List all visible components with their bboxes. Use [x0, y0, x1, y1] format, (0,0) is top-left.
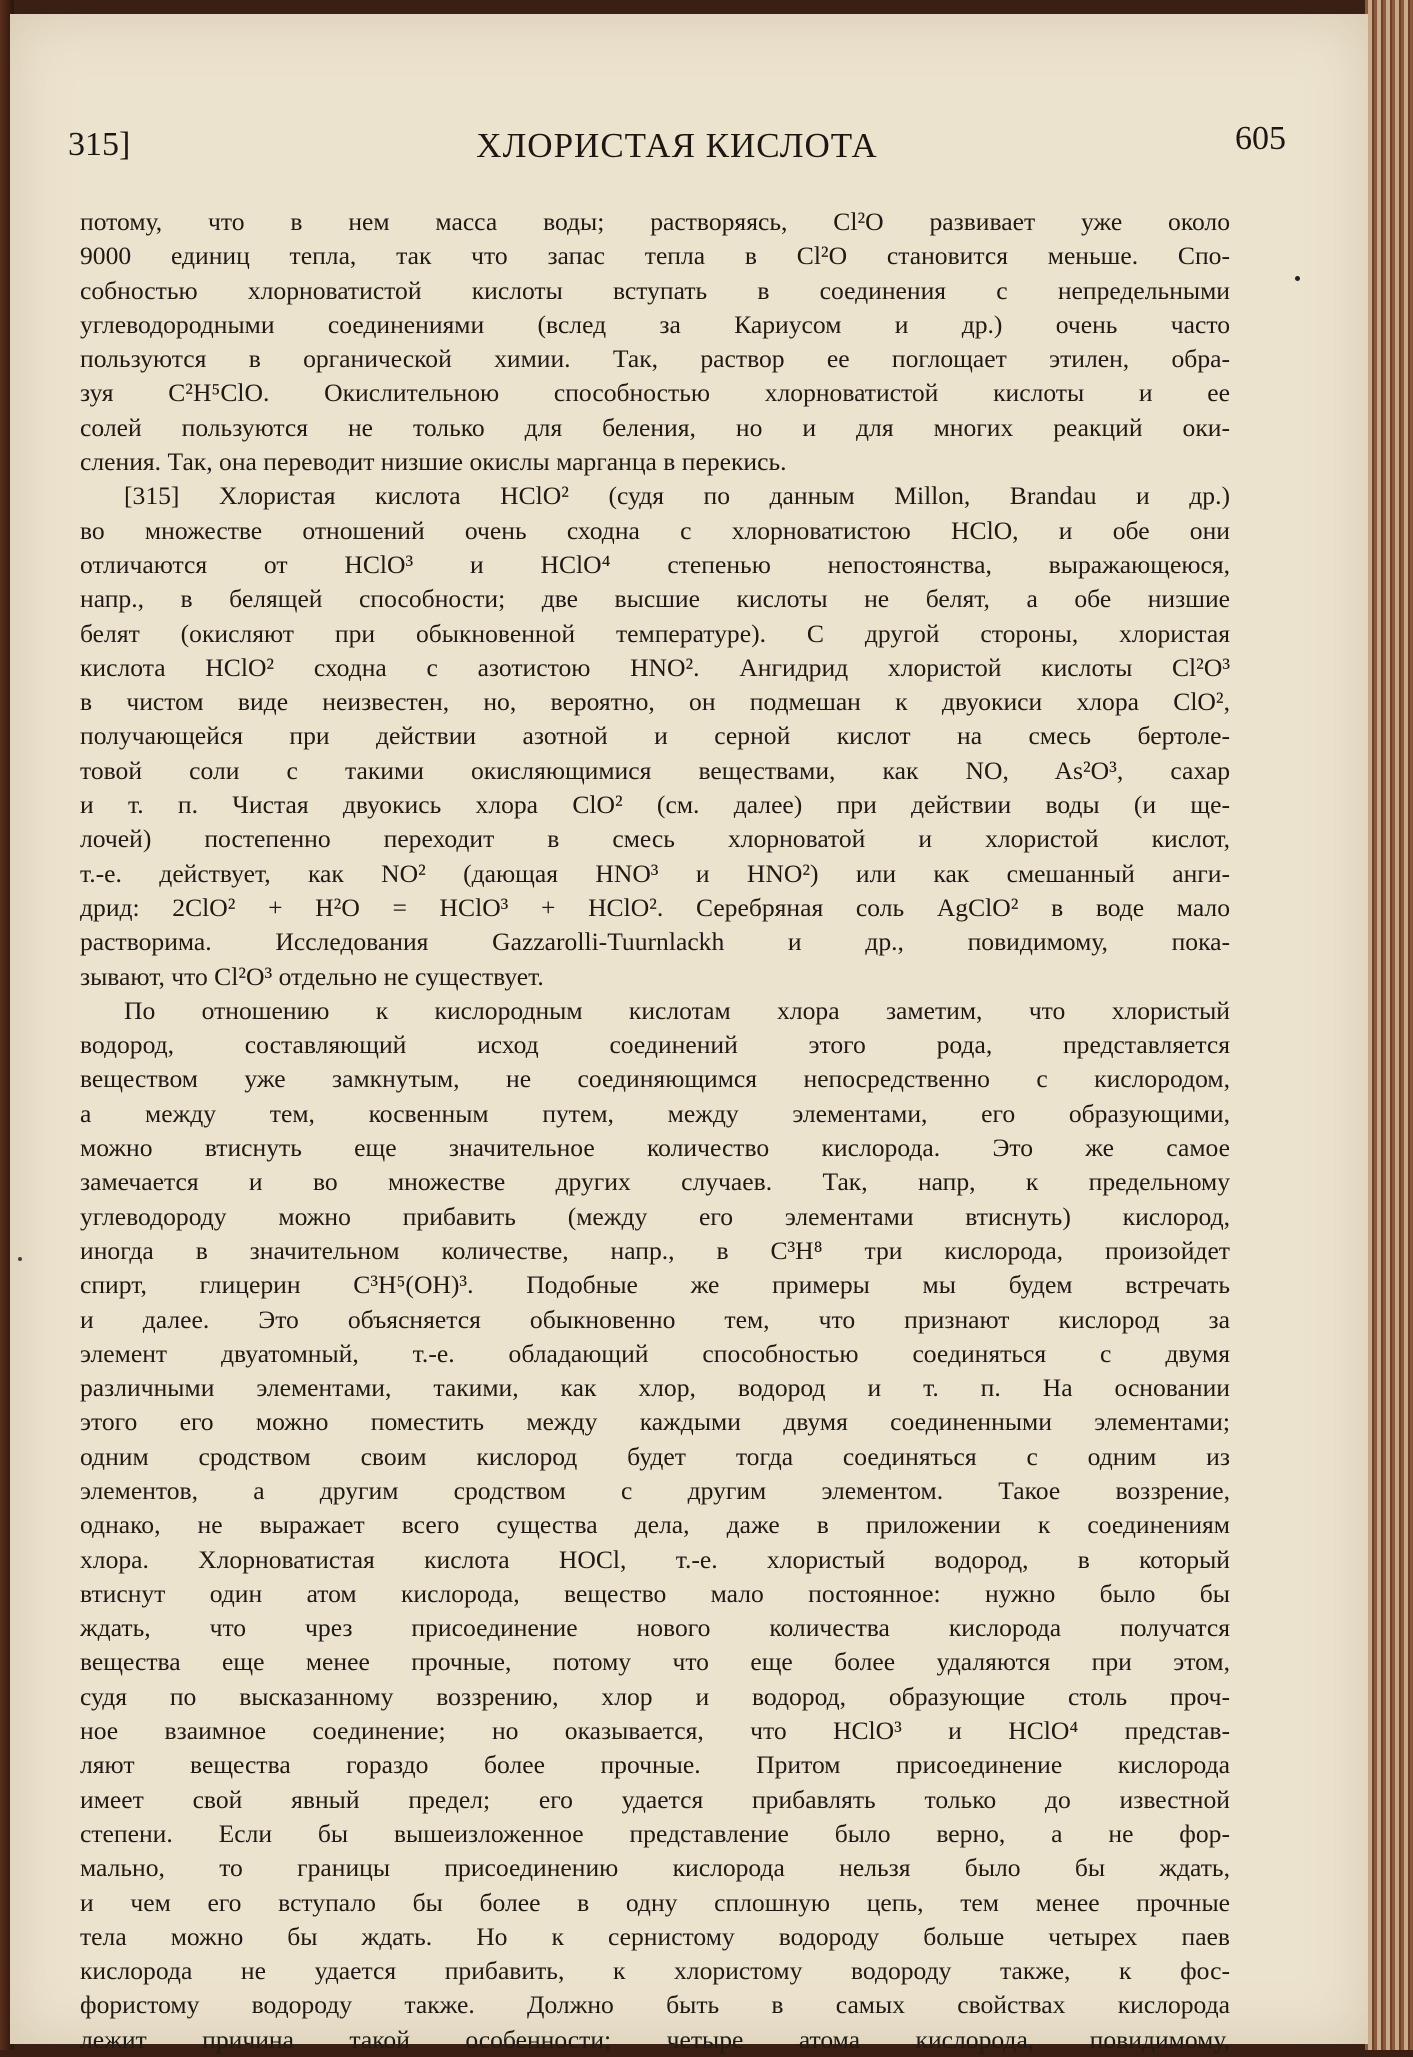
text-line: лежит причина такой особенности; четыре атома кислорода, повидимому,: [80, 2024, 1230, 2054]
text-line: а между тем, косвенным путем, между элементами, его образующими,: [80, 1098, 1230, 1128]
text-line: кислота HClO² сходна с азотистою HNO². Ангидрид хлористой кислоты Cl²O³: [80, 652, 1230, 682]
text-line: веществом уже замкнутым, не соединяющимся непосредственно с кислородом,: [80, 1064, 1230, 1094]
text-line: сления. Так, она переводит низшие окислы марганца в перекись.: [80, 447, 787, 477]
text-line: хлора. Хлорноватистая кислота HOCl, т.-е. хлористый водород, в который: [80, 1544, 1230, 1574]
body-text: [80, 205, 1230, 2057]
text-line: т.-е. действует, как NO² (дающая HNO³ и HNO²) или как смешанный анги-: [80, 858, 1230, 888]
text-line: элемент двуатомный, т.-е. обладающий способностью соединяться с двумя: [80, 1338, 1230, 1368]
text-line: одним сродством своим кислород будет тогда соединяться с одним из: [80, 1441, 1230, 1471]
text-line: углеводороду можно прибавить (между его элементами втиснуть) кислород,: [80, 1201, 1230, 1231]
text-line: имеет свой явный предел; его удается прибавлять только до известной: [80, 1784, 1230, 1814]
text-line: мально, то границы присоединению кислорода нельзя было бы ждать,: [80, 1853, 1230, 1883]
text-line: [315] Хлористая кислота HClO² (судя по данным Millon, Brandau и др.): [124, 481, 1230, 511]
text-line: и далее. Это объясняется обыкновенно тем, что признают кислород за: [80, 1304, 1230, 1334]
text-line: потому, что в нем масса воды; растворяясь, Cl²O развивает уже около: [80, 207, 1230, 236]
text-line: в чистом виде неизвестен, но, вероятно, он подмешан к двуокиси хлора ClO²,: [80, 687, 1230, 717]
text-line: товой соли с такими окисляющимися веществами, как NO, As²O³, сахар: [80, 755, 1230, 785]
text-line: этого его можно поместить между каждыми двумя соединенными элементами;: [80, 1407, 1230, 1437]
ink-speck: [18, 1257, 22, 1261]
text-line: зуя C²H⁵ClO. Окислительною способностью хлорноватистой кислоты и ее: [80, 378, 1230, 408]
text-line: отличаются от HClO³ и HClO⁴ степенью непостоянства, выражающеюся,: [80, 549, 1230, 579]
text-line: тела можно бы ждать. Но к сернистому водороду больше четырех паев: [80, 1921, 1230, 1951]
text-line: 9000 единиц тепла, так что запас тепла в Cl²O становится меньше. Спо-: [80, 241, 1230, 271]
text-line: иногда в значительном количестве, напр., в C³H⁸ три кислорода, произойдет: [80, 1235, 1230, 1265]
text-line: собностью хлорноватистой кислоты вступать в соединения с непредельными: [80, 275, 1230, 305]
text-line: белят (окисляют при обыкновенной температуре). С другой стороны, хлористая: [80, 618, 1230, 648]
text-line: ляют вещества гораздо более прочные. Притом присоединение кислорода: [80, 1750, 1230, 1780]
ink-speck: [1295, 276, 1300, 281]
text-line: и т. п. Чистая двуокись хлора ClO² (см. далее) при действии воды (и ще-: [80, 790, 1230, 820]
text-line: можно втиснуть еще значительное количество кислорода. Это же самое: [80, 1133, 1230, 1163]
text-line: получающейся при действии азотной и серной кислот на смесь бертоле-: [80, 721, 1230, 751]
text-line: дрид: 2ClO² + H²O = HClO³ + HClO². Серебряная соль AgClO² в воде мало: [80, 892, 1230, 922]
text-line: ждать, что чрез присоединение нового количества кислорода получатся: [80, 1613, 1230, 1643]
book-page: [10, 14, 1368, 2054]
running-header: [68, 120, 1286, 186]
text-line: По отношению к кислородным кислотам хлора заметим, что хлористый: [124, 995, 1230, 1025]
text-line: кислорода не удается прибавить, к хлористому водороду также, к фос-: [80, 1956, 1230, 1986]
text-line: во множестве отношений очень сходна с хлорноватистою HClO, и обе они: [80, 515, 1230, 545]
text-line: растворима. Исследования Gazzarolli-Tuurnlackh и др., повидимому, пока-: [80, 927, 1230, 957]
page-number: 605: [1235, 120, 1286, 157]
text-line: различными элементами, такими, как хлор, водород и т. п. На основании: [80, 1373, 1230, 1403]
text-line: солей пользуются не только для беления, но и для многих реакций оки-: [80, 412, 1230, 442]
book-page-edges: [1365, 0, 1413, 2050]
text-line: лочей) постепенно переходит в смесь хлорноватой и хлористой кислот,: [80, 824, 1230, 854]
text-line: фористому водороду также. Должно быть в самых свойствах кислорода: [80, 1990, 1230, 2020]
text-line: спирт, глицерин C³H⁵(OH)³. Подобные же примеры мы будем встречать: [80, 1270, 1230, 1300]
text-line: элементов, а другим сродством с другим элементом. Такое воззрение,: [80, 1475, 1230, 1505]
text-line: напр., в белящей способности; две высшие кислоты не белят, а обе низшие: [80, 584, 1230, 614]
text-line: замечается и во множестве других случаев. Так, напр, к предельному: [80, 1167, 1230, 1197]
text-line: вещества еще менее прочные, потому что еще более удаляются при этом,: [80, 1647, 1230, 1677]
text-line: втиснут один атом кислорода, вещество мало постоянное: нужно было бы: [80, 1578, 1230, 1608]
text-line: степени. Если бы вышеизложенное представление было верно, а не фор-: [80, 1818, 1230, 1848]
section-reference: 315]: [68, 126, 131, 163]
text-line: водород, составляющий исход соединений этого рода, представляется: [80, 1030, 1230, 1060]
text-line: однако, не выражает всего существа дела, даже в приложении к соединениям: [80, 1510, 1230, 1540]
text-line: судя по высказанному воззрению, хлор и водород, образующие столь проч-: [80, 1681, 1230, 1711]
text-line: зывают, что Cl²O³ отдельно не существует.: [80, 961, 544, 991]
text-line: и чем его вступало бы более в одну сплошную цепь, тем менее прочные: [80, 1887, 1230, 1917]
text-line: углеводородными соединениями (вслед за Кариусом и др.) очень часто: [80, 309, 1230, 339]
text-line: ное взаимное соединение; но оказывается, что HClO³ и HClO⁴ представ-: [80, 1716, 1230, 1746]
text-line: пользуются в органической химии. Так, раствор ее поглощает этилен, обра-: [80, 344, 1230, 374]
page-title: ХЛОРИСТАЯ КИСЛОТА: [476, 126, 878, 165]
